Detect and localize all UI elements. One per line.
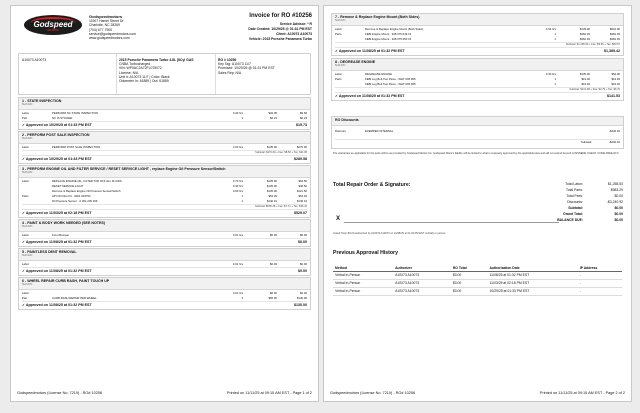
vehicle-detail-line: License: N/A (119, 70, 139, 75)
job-title: 2 - PERFORM POST SALE INSPECTION (22, 133, 90, 137)
footer-right: Printed on 11/11/25 at 09:15 AM EST - Page 2 of 2 (539, 391, 625, 395)
logo-text: Godspeed (33, 20, 73, 29)
discount-subtotal-value: -$240.40 (608, 140, 620, 144)
ro-detail-line: Key Tag: A10073 11/7 (218, 62, 251, 67)
total-value: $0.00 (614, 212, 623, 216)
line-qty: 2 (241, 296, 243, 300)
total-value: -$3,240.92 (606, 200, 623, 204)
job-total: $15.73 (296, 123, 307, 127)
line-qty: 0.01 hrs (232, 291, 243, 295)
job-subtotal: Subtotal: $270.00 + Fee: $8.50 + Tax: $11.08 (22, 150, 307, 155)
total-label: Discounts: (567, 200, 583, 204)
line-description: Oil Pressure Sensor - 0 261 230 296 (52, 199, 98, 203)
line-type: Labor (335, 72, 343, 76)
job-title: 7 - Remove & Replace Engine Mount (Both Sides) (335, 15, 420, 19)
total-value: $0.00 (614, 218, 623, 222)
info-divider (116, 54, 117, 94)
footer-right: Printed on 11/11/25 at 09:15 AM EST - Page 1 of 2 (226, 391, 312, 395)
ro-detail-line: Promised: 10/29/25 @ 01:31 PM EST (218, 66, 275, 71)
footer-left: Godspeedmotors (License No. 7210) - RO# 10256 (330, 391, 416, 395)
check-icon: ✓ (335, 49, 339, 53)
job-tech: Tech F/C (335, 64, 346, 68)
discount-desc: EXEMPED INTERNAL (365, 129, 394, 133)
signature-x: X (336, 216, 341, 222)
line-amount: $130.00 (296, 296, 307, 300)
line-qty: 1 (241, 194, 243, 198)
job-title: 1 - STATE INSPECTION (22, 99, 62, 103)
vehicle-details (119, 58, 194, 83)
history-row (333, 280, 622, 288)
discounts-title: RO Discounts (335, 118, 359, 122)
ro-details (218, 58, 275, 75)
total-label: Grand Total: (563, 212, 583, 216)
job-total: $141.53 (607, 94, 620, 98)
line-type: Labor (22, 145, 30, 149)
job-tech: Tech F/C (22, 225, 33, 229)
line-type: Labor (22, 179, 30, 183)
line-qty: 1 (241, 199, 243, 203)
history-cell: A10073 A10073 (393, 272, 451, 280)
job-total: $130.00 (294, 303, 307, 307)
line-rate: $362.93 (579, 32, 590, 36)
job-section (18, 248, 311, 276)
vehicle-detail-line: Odometer In: 61889 | Out: 61889 (119, 79, 169, 84)
line-type: Labor (22, 111, 30, 115)
line-description: CURB RASH REPAIR PER WHEEL (52, 296, 97, 300)
job-approval (335, 47, 620, 54)
line-qty: 0.30 hrs (232, 184, 243, 188)
line-type: Parts (335, 32, 342, 36)
shop-phone: (704) 677-7500 (89, 28, 113, 32)
line-amount: $121.50 (296, 189, 307, 193)
job-total: $529.07 (294, 211, 307, 215)
check-icon: ✓ (22, 303, 26, 307)
job-tech: Tech F/C (335, 19, 346, 23)
discount-subtotal-label: Subtotal: (580, 140, 592, 144)
check-icon: ✓ (335, 94, 339, 98)
line-rate: $135.00 (266, 184, 277, 188)
line-qty: 2.00 hrs (232, 145, 243, 149)
invoice-page-2 (323, 5, 632, 402)
line-qty: 1 (554, 77, 556, 81)
line-description: Front Bumper (52, 233, 70, 237)
line-rate: $0.00 (270, 291, 277, 295)
line-description: REPLACE ENGINE OIL, FILTER TOP OFF ALL FLUIDS (52, 179, 122, 183)
ro-detail-line: Sales Rep: N/A (218, 70, 242, 75)
footer-left: Godspeedmotors (License No. 7210) - RO# 10256 (17, 391, 103, 395)
history-cell: - (578, 280, 622, 288)
job-section (331, 58, 624, 101)
shop-email[interactable]: service@godspeedmotors.com (89, 32, 136, 36)
job-header (332, 14, 623, 26)
approval-text: Approved on 11/08/25 at 01:32 PM EST (25, 303, 92, 307)
line-type: Part (22, 116, 28, 120)
job-approval (22, 238, 307, 245)
history-cell: A10073 A10073 (393, 280, 451, 288)
history-cell: 11/03/25 at 02:18 PM EST (488, 280, 578, 288)
line-rate: $135.00 (579, 72, 590, 76)
job-section (18, 219, 311, 247)
history-cell: - (578, 288, 622, 296)
line-rate: $140.19 (266, 199, 277, 203)
approval-text: Approved on 11/08/25 at 01:32 PM EST (25, 269, 92, 273)
discount-amount: -$240.40 (608, 129, 620, 133)
line-type: Parts (335, 77, 342, 81)
line-qty: 4.54 hrs (545, 27, 556, 31)
approval-text: Approved on 10/29/25 at 01:33 PM EST (25, 123, 92, 127)
line-rate: $0.00 (270, 262, 277, 266)
line-qty: 0.01 hrs (232, 262, 243, 266)
total-value: $1,258.53 (607, 182, 623, 186)
history-row (333, 288, 622, 296)
job-section (18, 97, 311, 130)
line-amount: $54.00 (611, 72, 620, 76)
job-section (331, 13, 624, 56)
line-description: FEBI Engine Mount - 948 375 049 13 (365, 32, 412, 36)
info-divider (215, 54, 216, 94)
job-approval (22, 209, 307, 216)
line-qty: 0.70 hrs (232, 179, 243, 183)
line-type: Labor (22, 233, 30, 237)
ro-detail-line: RO # 10256 (218, 58, 237, 62)
line-qty: 0.90 hrs (232, 189, 243, 193)
check-icon: ✓ (22, 269, 26, 273)
line-qty: 1 (554, 32, 556, 36)
line-rate: $362.93 (579, 37, 590, 41)
vehicle: Vehicle: 2015 Porsche Panamera Turbo (248, 37, 312, 41)
job-title: 4 - PAINT & BODY WORK NEEDED (SEE NOTES) (22, 221, 105, 225)
customer-name: A10073 A10073 (22, 58, 47, 62)
line-qty: 1 (554, 82, 556, 86)
godspeed-logo (24, 15, 82, 35)
discount-row (335, 129, 620, 134)
job-tech: Tech F/C (22, 137, 33, 141)
line-qty: 1 (554, 37, 556, 41)
history-heading: Previous Approval History (333, 250, 398, 256)
job-approval (22, 155, 307, 162)
vehicle-detail-line: 2015 Porsche Panamera Turbo 4.8L (8Cyl GAS (119, 58, 194, 62)
line-qty: 0.30 hrs (232, 111, 243, 115)
history-column-header: Authorizer (393, 265, 451, 272)
check-icon: ✓ (22, 123, 26, 127)
invoice-page-1 (10, 5, 319, 402)
line-amount: $94.50 (298, 179, 307, 183)
job-approval (22, 301, 307, 308)
line-amount: $19.49 (611, 82, 620, 86)
approval-text: Approved on 10/29/25 at 01:33 PM EST (25, 157, 92, 161)
job-header (19, 220, 310, 232)
discount-label: Discount (335, 129, 346, 133)
shop-address-2: Charlotte, NC 28269 (89, 23, 120, 27)
line-amount: $9.66 (300, 111, 307, 115)
job-header (19, 132, 310, 144)
approval-history-table (333, 265, 622, 296)
date-created: Date Created: 10/29/25 @ 01:31 PM EST (248, 27, 312, 31)
service-advisor: Service Advisor: * R (279, 22, 312, 26)
line-description: NC IS STICKER (52, 116, 73, 120)
line-rate: $6.23 (270, 116, 277, 120)
job-header (19, 98, 310, 110)
check-icon: ✓ (22, 240, 26, 244)
history-column-header: Authorization Date (488, 265, 578, 272)
job-header (19, 166, 310, 178)
job-header (19, 278, 310, 290)
line-amount: $0.00 (300, 291, 307, 295)
line-rate: $65.00 (268, 296, 277, 300)
approval-text: Approved on 11/08/25 at 01:32 PM EST (338, 94, 405, 98)
job-title: 5 - PAINTLESS DENT REMOVAL (22, 250, 77, 254)
history-cell: $0.00 (451, 272, 488, 280)
shop-website[interactable]: www.godspeedmotors.com (89, 36, 130, 40)
job-title: 6 - WHEEL REPAIR CURB RASH, PAINT TOUCH UP (22, 279, 110, 283)
total-label: Total Fees: (566, 194, 583, 198)
line-description: PERFORM NC STATE INSPECTION (52, 111, 99, 115)
line-amount: $362.93 (609, 37, 620, 41)
shop-name: Godspeedmotors (89, 14, 123, 19)
job-section (18, 277, 311, 310)
history-row (333, 272, 622, 280)
discount-subtotal-row (335, 139, 620, 145)
line-qty: 0.01 hrs (232, 233, 243, 237)
discounts-header (332, 117, 623, 126)
line-rate: $135.00 (266, 189, 277, 193)
line-qty: 1 (241, 116, 243, 120)
history-cell: 11/08/25 at 01:32 PM EST (488, 272, 578, 280)
totals-heading: Total Repair Order & Signature: (333, 182, 411, 188)
history-cell: $0.00 (451, 288, 488, 296)
approval-text: Approved on 11/08/25 at 01:32 PM EST (338, 49, 405, 53)
history-column-header: IP Address (578, 265, 622, 272)
line-rate: $54.29 (268, 194, 277, 198)
job-header (19, 249, 310, 261)
job-total: $289.58 (294, 157, 307, 161)
job-tech: Tech F/C (22, 171, 33, 175)
job-approval (335, 92, 620, 99)
line-description: PERFORM POST SALE INSPECTION (52, 145, 101, 149)
line-rate: $19.49 (581, 82, 590, 86)
signature-line (344, 222, 559, 223)
line-amount: $40.50 (298, 184, 307, 188)
line-type: Labor (22, 291, 30, 295)
line-description: FEBI Lug Bolt Two Piece - WHT 005 905 (365, 77, 416, 81)
job-tech: Tech F/C (22, 254, 33, 258)
line-description: DEGREASE ENGINE (365, 72, 393, 76)
logo-subtext: MOTORS (47, 29, 59, 32)
total-label: Total Labor: (565, 182, 583, 186)
line-type: Labor (335, 27, 343, 31)
line-rate: $135.00 (266, 179, 277, 183)
history-cell: - (578, 272, 622, 280)
line-amount: $140.19 (296, 199, 307, 203)
total-value: $0.00 (614, 194, 623, 198)
job-approval (22, 121, 307, 128)
line-amount: $54.29 (298, 194, 307, 198)
job-tech: Tech F/C (22, 103, 33, 107)
vehicle-detail-line: CNBA Turbocharged (119, 62, 151, 67)
check-icon: ✓ (22, 211, 26, 215)
total-label: Total Parts: (566, 188, 583, 192)
line-description: API Oil Filter Kit - 0001 004702 (52, 194, 91, 198)
line-amount: $362.93 (609, 32, 620, 36)
info-box (18, 53, 311, 95)
shop-address-1: 11907 Hamel Street Dr (89, 19, 124, 23)
history-cell: $0.00 (451, 280, 488, 288)
line-type: Parts (22, 194, 29, 198)
check-icon: ✓ (22, 157, 26, 161)
total-label: BALANCE DUE: (557, 218, 583, 222)
line-amount: $0.00 (300, 262, 307, 266)
history-cell: Verbal In-Person (333, 280, 393, 288)
vehicle-detail-line: Unit #: A10073 11/7 | Color: Black (119, 74, 170, 79)
job-subtotal: Subtotal: $131.98 + Fee: $2.79 + Tax: $6.76 (335, 87, 620, 92)
total-value: $983.29 (610, 188, 623, 192)
history-cell: Verbal In-Person (333, 272, 393, 280)
approval-text: Approved on 11/08/25 at 01:32 PM EST (25, 240, 92, 244)
ro-discounts-box (331, 116, 624, 149)
job-title: 8 - DEGREASE ENGINE (335, 60, 376, 64)
job-title: 3 - PERFORM ENGINE OIL AND FILTER SERVICE / RESET SERVICE LIGHT , replace Engine Oil Pressure Sensor/Switch (22, 167, 226, 171)
line-amount: $6.23 (300, 116, 307, 120)
line-description: FEBI Lug Bolt Two Piece - WHT 005 905 (365, 82, 416, 86)
line-rate: $135.00 (579, 27, 590, 31)
approval-text: Approved on 11/03/25 at 02:18 PM EST (25, 211, 92, 215)
history-cell: Verbal In-Person (333, 288, 393, 296)
line-qty: 0.40 hrs (545, 72, 556, 76)
line-description: Remove & Replace Engine Mount (Both Sides) (365, 27, 424, 31)
vehicle-detail-line: VIN: WP0AC2A72FL075072 (119, 66, 162, 71)
job-tech: Tech F/C (22, 283, 33, 287)
job-approval (22, 267, 307, 274)
line-type: Labor (22, 262, 30, 266)
client: Client: A10073 A10073 (276, 32, 312, 36)
line-rate: $19.49 (581, 77, 590, 81)
job-subtotal: Subtotal: $505.48 + Fee: $7.71 + Tax: $36.44 (22, 204, 307, 209)
signature-note: Grand Total: $0.00 authorized by A10073 A10073 on 11/08/25 at 01:32 PM EST verbally in person. (333, 232, 447, 235)
job-section (18, 131, 311, 164)
total-value: $0.00 (614, 206, 623, 210)
line-description: RESET SERVICE LIGHT (52, 184, 84, 188)
job-header (332, 59, 623, 71)
warranty-text: The warranties as applicable for the parts will be as provided by Godspeed Motors Inc. Godspeed Motor's liability will be limited to what is expressly approved by the applicable laws and will not extend beyond LOSSNEDE 'CHECK 'CODE FREE ETC. (333, 152, 620, 155)
line-rate: $32.38 (268, 111, 277, 115)
line-rate: $0.00 (270, 233, 277, 237)
history-column-header: Method (333, 265, 393, 272)
job-section (18, 165, 311, 218)
line-amount: $601.90 (609, 27, 620, 31)
total-label: Subtotal: (568, 206, 583, 210)
line-description: Remove & Replace Engine Oil Pressure Sensor/Switch (52, 189, 121, 193)
line-amount: $270.00 (296, 145, 307, 149)
line-amount: $19.49 (611, 77, 620, 81)
history-cell: 10/29/25 at 01:33 PM EST (488, 288, 578, 296)
line-amount: $0.00 (300, 233, 307, 237)
history-column-header: RO Total (451, 265, 488, 272)
history-cell: A10073 A10073 (393, 288, 451, 296)
line-type: Part (22, 296, 28, 300)
job-total: $1,389.42 (604, 49, 620, 53)
job-subtotal: Subtotal: $1,295.90 + Fee: $9.95 + Tax: $83.57 (335, 42, 620, 47)
job-total: $0.00 (298, 269, 307, 273)
line-description: FEBI Engine Mount - 948 375 050 13 (365, 37, 412, 41)
line-rate: $135.00 (266, 145, 277, 149)
job-total: $0.00 (298, 240, 307, 244)
invoice-title: Invoice for RO #10256 (249, 13, 312, 19)
